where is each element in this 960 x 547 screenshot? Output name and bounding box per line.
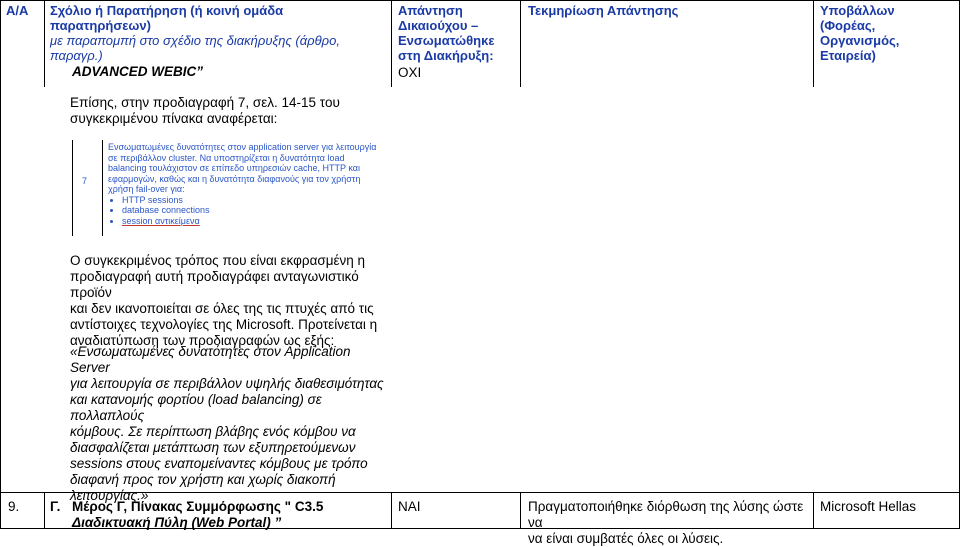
row9-answer: ΝΑΙ xyxy=(398,499,421,514)
paragraph-line: προδιαγραφή αυτή προδιαγράφει ανταγωνιστικό προϊόν xyxy=(70,269,359,300)
grid-line xyxy=(44,492,45,529)
header-answer-line1: Απάντηση xyxy=(398,3,463,18)
paragraph-line: Ο συγκεκριμένος τρόπος που είναι εκφρασμένη η xyxy=(70,253,366,268)
proposed-wording xyxy=(70,344,390,504)
row9-letter: Γ. xyxy=(50,499,61,514)
row9-title xyxy=(72,499,390,531)
header-aa: Α/Α xyxy=(6,3,29,18)
embed-border xyxy=(102,140,103,236)
quote-line: και κατανομής φορτίου (load balancing) σε πολλαπλούς xyxy=(70,392,322,423)
embedded-line: Ενσωματωμένες δυνατότητες στον application server για λειτουργία xyxy=(108,142,377,152)
grid-line xyxy=(520,492,521,529)
grid-line xyxy=(44,0,45,87)
paragraph-line: και δεν ικανοποιείται σε όλες της τις πτυχές από τις xyxy=(70,301,374,316)
header-comment-line1: Σχόλιο ή Παρατήρηση (ή κοινή ομάδα xyxy=(50,3,284,18)
row9-number: 9. xyxy=(8,499,20,514)
intro-line: Επίσης, στην προδιαγραφή 7, σελ. 14-15 του xyxy=(70,95,340,110)
grid-line xyxy=(813,0,814,87)
header-comment-line2: παρατηρήσεων) xyxy=(50,18,151,33)
grid-line xyxy=(391,492,392,529)
header-answer-line3: Ενσωματώθηκε xyxy=(398,33,495,48)
embedded-line: σε περιβάλλον cluster. Να υποστηρίζεται η δυνατότητα load xyxy=(108,152,345,163)
embedded-spec-number: 7 xyxy=(82,176,88,186)
embedded-line: χρήση fail-over για: xyxy=(108,184,185,194)
paragraph-line: αντίστοιχες τεχνολογίες της Microsoft. Προτείνεται η xyxy=(70,317,378,332)
header-justification: Τεκμηρίωση Απάντησης xyxy=(528,3,679,18)
header-comment-line3: με παραπομπή στο σχέδιο της διακήρυξης (άρθρο, παραγρ.) xyxy=(50,33,340,63)
embedded-bullet: • session αντικείμενα xyxy=(122,216,378,227)
quote-line: διασφαλίζεται μετάπτωση των εξυπηρετούμενων xyxy=(70,440,356,455)
product-title: ADVANCED WEBIC” xyxy=(72,64,203,79)
row9-justification-line2: να είναι συμβατές όλες οι λύσεις. xyxy=(528,531,724,546)
quote-line: διαφανή προς τον χρήστη και χωρίς διακοπή xyxy=(70,472,336,487)
embed-border xyxy=(72,140,73,236)
grid-line xyxy=(0,0,960,1)
row9-justification-line1: Πραγματοποιήθηκε διόρθωση της λύσης ώστε να xyxy=(528,499,804,530)
embedded-bullet: • HTTP sessions xyxy=(122,195,378,206)
embedded-bullet: • database connections xyxy=(122,205,378,216)
header-comment xyxy=(50,3,388,63)
header-submitter-line2: (Φορέας, xyxy=(820,18,876,33)
header-answer-line4: στη Διακήρυξη: xyxy=(398,48,494,63)
quote-line: λειτουργίας.» xyxy=(70,488,149,503)
row9-submitter: Microsoft Hellas xyxy=(820,499,917,514)
quote-line: για λειτουργία σε περιβάλλον υψηλής διαθεσιμότητας xyxy=(70,376,384,391)
intro-line: συγκεκριμένου πίνακα αναφέρεται: xyxy=(70,111,278,126)
answer-no: ΟΧΙ xyxy=(398,65,422,80)
grid-line xyxy=(520,0,521,87)
embedded-bullets xyxy=(108,195,378,227)
intro-text xyxy=(70,95,390,127)
row9-title-line1: Μέρος Γ, Πίνακας Συμμόρφωσης " C3.5 xyxy=(72,499,324,514)
row9-title-line2: Διαδικτυακή Πύλη (Web Portal) ” xyxy=(72,515,282,530)
embedded-spec-table xyxy=(72,140,382,236)
grid-line xyxy=(0,0,1,529)
quote-line: κόμβους. Σε περίπτωση βλάβης ενός κόμβου να xyxy=(70,424,356,439)
header-submitter-line1: Υποβάλλων xyxy=(820,3,895,18)
embedded-line: balancing τουλάχιστον σε επίπεδο υπηρεσιών cache, HTTP και xyxy=(108,163,360,173)
quote-line: sessions στους εναπομείναντες κόμβους με τρόπο xyxy=(70,456,368,471)
embedded-line: εφαρμογών, καθώς και η δυνατότητα διαφανούς για τον χρήστη xyxy=(108,173,361,184)
header-submitter xyxy=(820,3,955,63)
row9-justification xyxy=(528,499,811,547)
grid-line xyxy=(391,0,392,87)
header-submitter-line4: Εταιρεία) xyxy=(820,48,876,63)
header-answer-line2: Δικαιούχου – xyxy=(398,18,479,33)
header-answer xyxy=(398,3,516,63)
header-submitter-line3: Οργανισμός, xyxy=(820,33,900,48)
paragraph-line: αναδιατύπωση των προδιαγραφών ως εξής: xyxy=(70,333,335,348)
embedded-spec-text xyxy=(108,142,378,226)
grid-line xyxy=(813,492,814,529)
quote-line: «Ενσωματωμένες δυνατότητες στον Application Server xyxy=(70,344,351,375)
paragraph-analysis xyxy=(70,253,390,349)
